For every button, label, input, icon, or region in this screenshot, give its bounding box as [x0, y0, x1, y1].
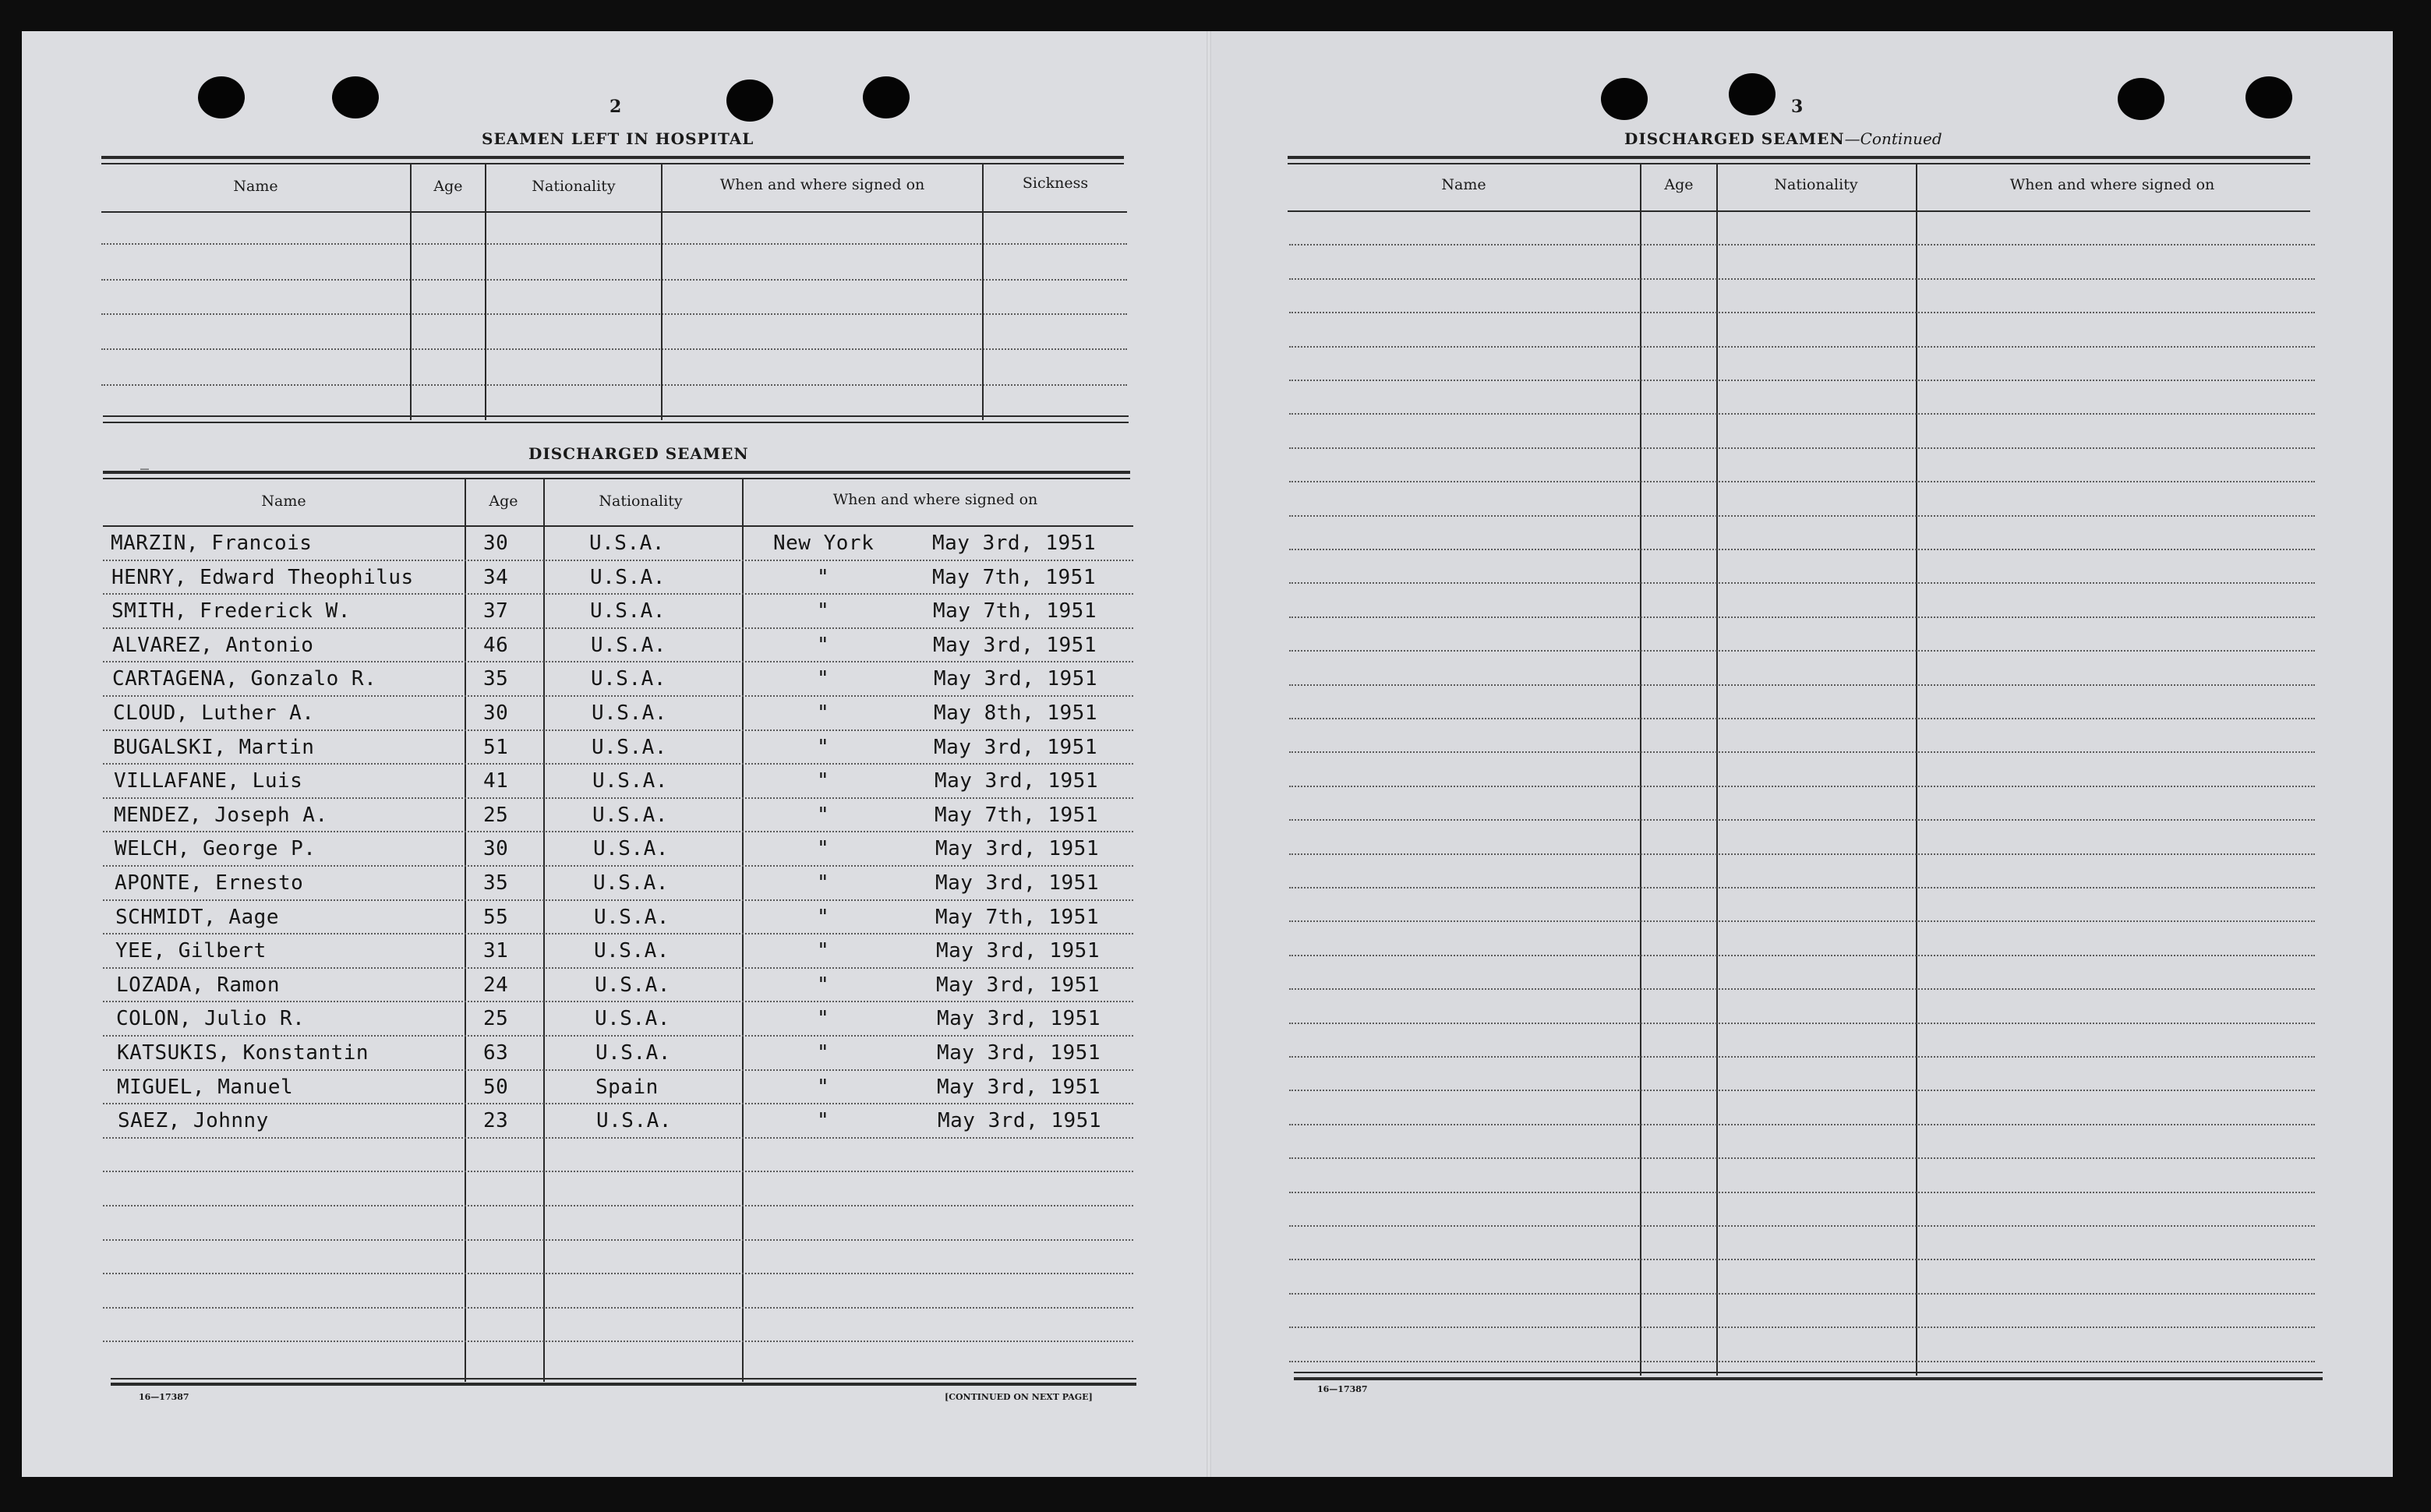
discharged-col-age: Age — [489, 493, 518, 510]
column-rule — [465, 478, 466, 1382]
row-line — [1289, 1259, 2315, 1260]
cell-age: 25 — [483, 804, 509, 827]
cell-nationality: U.S.A. — [592, 701, 667, 725]
column-rule — [1916, 163, 1917, 1376]
cell-name: SCHMIDT, Aage — [115, 906, 279, 929]
row-line — [103, 1171, 1133, 1172]
cell-age: 31 — [483, 939, 509, 963]
row-line — [1289, 1192, 2315, 1193]
row-line — [1289, 920, 2315, 922]
column-rule — [543, 478, 545, 1382]
row-line — [1289, 582, 2315, 584]
cell-signed-on-date: May 3rd, 1951 — [934, 667, 1097, 691]
column-rule — [661, 163, 663, 420]
row-line — [1289, 616, 2315, 618]
row-line — [1289, 786, 2315, 787]
row-line — [103, 525, 1133, 527]
row-line — [103, 1035, 1133, 1037]
row-line — [103, 627, 1133, 629]
row-line — [1289, 413, 2315, 415]
row-line — [1289, 549, 2315, 550]
right-col-age: Age — [1664, 176, 1694, 193]
rule — [103, 478, 1130, 479]
form-number: 16—17387 — [139, 1392, 189, 1402]
cell-name: MARZIN, Francois — [111, 532, 313, 555]
form-number: 16—17387 — [1317, 1384, 1368, 1394]
punch-hole — [2118, 78, 2164, 120]
row-line — [103, 560, 1133, 561]
cell-nationality: U.S.A. — [590, 599, 666, 623]
cell-name: ALVAREZ, Antonio — [112, 634, 314, 657]
cell-signed-on-date: May 3rd, 1951 — [935, 871, 1099, 895]
cell-name: LOZADA, Ramon — [116, 973, 280, 997]
page-fold — [1207, 31, 1211, 1477]
cell-age: 30 — [483, 532, 509, 555]
cell-age: 51 — [483, 736, 509, 759]
cell-name: YEE, Gilbert — [115, 939, 267, 963]
cell-name: SAEZ, Johnny — [118, 1109, 269, 1132]
cell-age: 46 — [483, 634, 509, 657]
cell-nationality: U.S.A. — [594, 906, 670, 929]
row-line — [103, 831, 1133, 832]
column-rule — [1716, 163, 1718, 1376]
punch-hole — [726, 79, 773, 122]
row-line — [1289, 955, 2315, 956]
row-line — [1289, 650, 2315, 652]
row-line — [1289, 380, 2315, 381]
cell-nationality: U.S.A. — [592, 736, 667, 759]
row-line — [103, 1069, 1133, 1071]
rule — [101, 163, 1124, 164]
rule — [101, 279, 1127, 281]
cell-signed-on-date: May 3rd, 1951 — [935, 769, 1098, 793]
row-line — [103, 695, 1133, 697]
discharged-title: DISCHARGED SEAMEN — [528, 444, 749, 463]
right-col-when-where: When and where signed on — [2009, 176, 2215, 193]
row-line — [1289, 1157, 2315, 1159]
row-line — [103, 1205, 1133, 1206]
cell-nationality: U.S.A. — [592, 769, 668, 793]
cell-signed-on-place: " — [817, 1041, 830, 1065]
row-line — [1289, 515, 2315, 517]
hospital-title: SEAMEN LEFT IN HOSPITAL — [482, 129, 754, 148]
cell-signed-on-date: May 3rd, 1951 — [937, 1007, 1101, 1030]
punch-hole — [1729, 73, 1776, 115]
cell-signed-on-place: New York — [773, 532, 875, 555]
continued-note: [CONTINUED ON NEXT PAGE] — [945, 1392, 1093, 1402]
rule — [103, 471, 1130, 474]
row-line — [1289, 988, 2315, 990]
row-line — [1289, 278, 2315, 280]
cell-signed-on-date: May 3rd, 1951 — [937, 1041, 1101, 1065]
cell-signed-on-date: May 3rd, 1951 — [936, 939, 1100, 963]
cell-signed-on-date: May 3rd, 1951 — [933, 634, 1097, 657]
rule — [101, 313, 1127, 315]
cell-age: 35 — [483, 667, 509, 691]
row-line — [103, 933, 1133, 934]
row-line — [1289, 853, 2315, 855]
cell-signed-on-place: " — [817, 769, 830, 793]
rule — [1288, 163, 2310, 164]
cell-signed-on-date: May 3rd, 1951 — [936, 973, 1100, 997]
row-line — [1289, 1124, 2315, 1125]
cell-nationality: U.S.A. — [595, 1007, 670, 1030]
column-rule — [742, 478, 744, 1382]
row-line — [103, 1341, 1133, 1342]
row-line — [1289, 1056, 2315, 1058]
row-line — [1289, 346, 2315, 348]
row-line — [103, 1273, 1133, 1274]
column-rule — [485, 163, 486, 420]
cell-name: WELCH, George P. — [115, 837, 316, 860]
title-continued: —Continued — [1844, 129, 1942, 148]
row-line — [1289, 751, 2315, 753]
row-line — [103, 1103, 1133, 1104]
cell-nationality: U.S.A. — [595, 973, 670, 997]
row-line — [1289, 481, 2315, 482]
page-number: 2 — [610, 97, 622, 117]
row-line — [1289, 1023, 2315, 1024]
row-line — [1289, 887, 2315, 888]
row-line — [103, 1001, 1133, 1002]
discharged-col-name: Name — [261, 493, 306, 510]
row-line — [103, 1307, 1133, 1309]
punch-hole — [198, 76, 245, 118]
cell-nationality: U.S.A. — [591, 634, 666, 657]
cell-name: BUGALSKI, Martin — [113, 736, 315, 759]
cell-signed-on-place: " — [817, 906, 830, 929]
cell-signed-on-place: " — [817, 667, 830, 691]
cell-age: 55 — [483, 906, 509, 929]
cell-signed-on-place: " — [817, 599, 830, 623]
cell-age: 30 — [483, 701, 509, 725]
rule — [1294, 1372, 2323, 1373]
punch-hole — [863, 76, 910, 118]
cell-nationality: U.S.A. — [596, 1109, 672, 1132]
title-main: DISCHARGED SEAMEN — [1624, 129, 1845, 148]
cell-signed-on-place: " — [817, 1076, 830, 1099]
hospital-col-when-where: When and where signed on — [719, 176, 925, 193]
rule — [103, 415, 1129, 417]
rule — [103, 422, 1129, 423]
cell-signed-on-date: May 3rd, 1951 — [937, 1076, 1101, 1099]
row-line — [1289, 1225, 2315, 1227]
rule — [101, 243, 1127, 245]
punch-hole — [332, 76, 379, 118]
cell-nationality: U.S.A. — [591, 667, 666, 691]
cell-age: 63 — [483, 1041, 509, 1065]
row-line — [1289, 1293, 2315, 1295]
cell-age: 23 — [483, 1109, 509, 1132]
cell-nationality: U.S.A. — [593, 837, 669, 860]
row-line — [103, 1239, 1133, 1241]
cell-signed-on-place: " — [817, 701, 830, 725]
cell-name: SMITH, Frederick W. — [111, 599, 351, 623]
cell-signed-on-place: " — [817, 973, 830, 997]
page-number: 3 — [1791, 97, 1804, 117]
cell-signed-on-place: " — [817, 736, 830, 759]
cell-signed-on-date: May 3rd, 1951 — [934, 736, 1097, 759]
row-line — [1289, 1090, 2315, 1091]
cell-signed-on-date: May 3rd, 1951 — [932, 532, 1096, 555]
cell-signed-on-place: " — [817, 1109, 830, 1132]
cell-signed-on-place: " — [817, 634, 830, 657]
cell-name: KATSUKIS, Konstantin — [117, 1041, 369, 1065]
row-line — [103, 865, 1133, 867]
punch-hole — [1601, 78, 1648, 120]
rule — [111, 1378, 1136, 1380]
cell-age: 50 — [483, 1076, 509, 1099]
cell-signed-on-place: " — [817, 871, 830, 895]
column-rule — [982, 163, 984, 420]
hospital-col-age: Age — [433, 178, 463, 195]
rule — [101, 211, 1127, 213]
rule — [101, 384, 1127, 386]
cell-signed-on-date: May 3rd, 1951 — [938, 1109, 1101, 1132]
hospital-col-sickness: Sickness — [1022, 175, 1089, 192]
cell-name: HENRY, Edward Theophilus — [111, 566, 414, 589]
cell-name: CARTAGENA, Gonzalo R. — [112, 667, 377, 691]
cell-nationality: U.S.A. — [592, 804, 668, 827]
row-line — [103, 661, 1133, 662]
row-line — [103, 1137, 1133, 1139]
cell-name: APONTE, Ernesto — [115, 871, 304, 895]
cell-signed-on-date: May 3rd, 1951 — [935, 837, 1099, 860]
hospital-col-name: Name — [233, 178, 278, 195]
discharged-col-when-where: When and where signed on — [832, 491, 1038, 508]
row-line — [103, 967, 1133, 969]
column-rule — [410, 163, 412, 420]
cell-signed-on-date: May 7th, 1951 — [935, 906, 1099, 929]
cell-age: 34 — [483, 566, 509, 589]
cell-age: 24 — [483, 973, 509, 997]
discharged-col-nationality: Nationality — [599, 493, 683, 510]
cell-nationality: U.S.A. — [594, 939, 670, 963]
cell-name: VILLAFANE, Luis — [114, 769, 303, 793]
hospital-col-nationality: Nationality — [532, 178, 616, 195]
rule — [101, 348, 1127, 350]
row-line — [1289, 1361, 2315, 1362]
cell-name: CLOUD, Luther A. — [113, 701, 315, 725]
row-line — [1289, 684, 2315, 686]
row-line — [1289, 447, 2315, 449]
cell-nationality: U.S.A. — [595, 1041, 671, 1065]
cell-name: COLON, Julio R. — [116, 1007, 306, 1030]
cell-signed-on-date: May 7th, 1951 — [932, 566, 1096, 589]
row-line — [1289, 1327, 2315, 1328]
row-line — [103, 899, 1133, 901]
row-line — [1289, 718, 2315, 719]
rule — [1294, 1377, 2323, 1380]
cell-name: MIGUEL, Manuel — [117, 1076, 294, 1099]
punch-hole — [2245, 76, 2292, 118]
cell-name: MENDEZ, Joseph A. — [114, 804, 328, 827]
right-col-nationality: Nationality — [1774, 176, 1858, 193]
cell-age: 37 — [483, 599, 509, 623]
cell-age: 41 — [483, 769, 509, 793]
cell-nationality: U.S.A. — [589, 532, 665, 555]
row-line — [103, 763, 1133, 765]
cell-age: 30 — [483, 837, 509, 860]
column-rule — [1640, 163, 1641, 1376]
cell-nationality: Spain — [595, 1076, 659, 1099]
right-col-name: Name — [1441, 176, 1486, 193]
cell-signed-on-date: May 8th, 1951 — [934, 701, 1097, 725]
row-line — [103, 593, 1133, 595]
cell-signed-on-place: " — [817, 939, 830, 963]
cell-nationality: U.S.A. — [590, 566, 666, 589]
rule — [1288, 210, 2310, 212]
cell-signed-on-place: " — [817, 566, 830, 589]
row-line — [1289, 312, 2315, 313]
row-line — [103, 797, 1133, 799]
stray-mark: _ — [140, 450, 149, 470]
rule — [101, 156, 1124, 159]
rule — [111, 1383, 1136, 1386]
cell-age: 35 — [483, 871, 509, 895]
discharged-continued-title — [1624, 129, 1942, 148]
cell-signed-on-date: May 7th, 1951 — [935, 804, 1098, 827]
cell-signed-on-place: " — [817, 1007, 830, 1030]
row-line — [1289, 819, 2315, 821]
cell-nationality: U.S.A. — [593, 871, 669, 895]
cell-signed-on-date: May 7th, 1951 — [933, 599, 1097, 623]
row-line — [103, 730, 1133, 731]
cell-signed-on-place: " — [817, 837, 830, 860]
cell-signed-on-place: " — [817, 804, 830, 827]
cell-age: 25 — [483, 1007, 509, 1030]
row-line — [1289, 244, 2315, 246]
rule — [1288, 156, 2310, 159]
